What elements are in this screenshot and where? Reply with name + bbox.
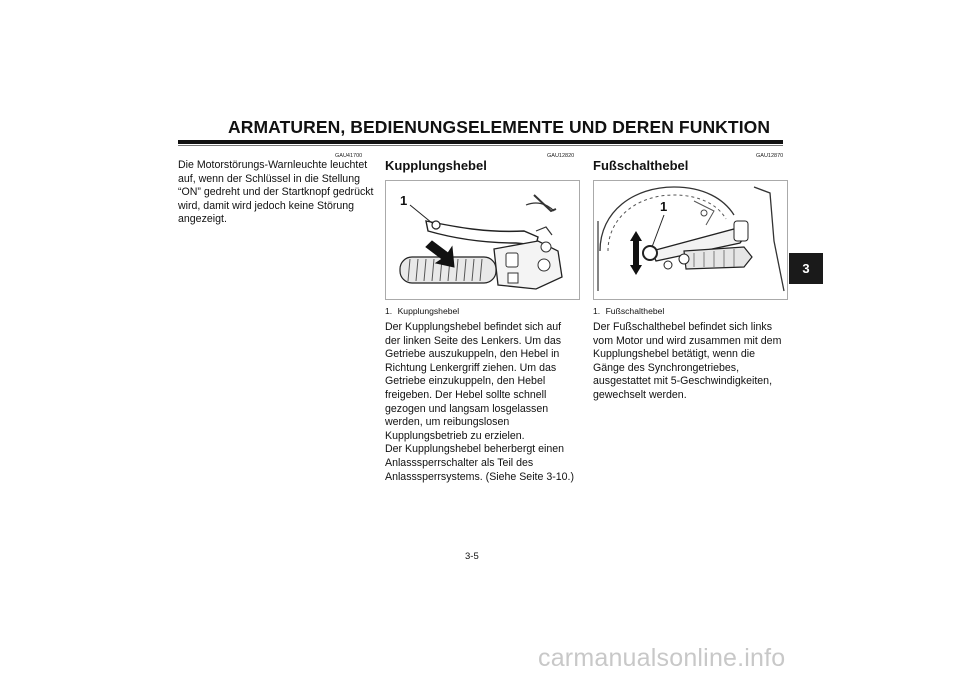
shift-caption-number: 1. [593,306,601,316]
section-code: GAU41700 [335,153,363,159]
title-rule [178,140,783,144]
clutch-heading: Kupplungshebel [385,158,487,173]
clutch-lever-illustration [386,181,579,299]
clutch-caption [385,306,459,316]
clutch-paragraph [385,321,577,484]
page-title: ARMATUREN, BEDIENUNGSELEMENTE UND DEREN FUNKTION [228,117,771,137]
watermark: carmanualsonline.info [538,644,786,672]
shift-paragraph: Der Fußschalthebel befindet sich links vom Motor und wird zusammen mit dem Kupplungshebel betätigt, wenn die Gänge des Synchrongetriebes, ausgestattet mit 5-Geschwindigkeiten, gewechselt werden. [593,321,782,401]
clutch-callout-number: 1 [400,193,408,208]
clutch-caption-label: Kupplungshebel [397,306,460,316]
shift-callout-number: 1 [660,199,668,214]
chapter-tab: 3 [789,253,823,284]
clutch-section-code: GAU12820 [547,153,575,159]
clutch-lever-figure [385,180,580,300]
shift-caption [593,306,664,316]
shift-lever-figure [593,180,788,300]
shift-lever-illustration [594,181,787,299]
shift-caption-label: Fußschalthebel [605,306,665,316]
title-rule-thin [178,145,783,146]
clutch-text: Der Kupplungshebel befindet sich auf der linken Seite des Lenkers. Um das Getriebe auszukuppeln, den Hebel in Richtung Lenkergriff ziehen. Um das Getriebe einzukuppeln, den Hebel freigeben. Der Hebel sollte schnell gezogen und langsam losgelassen werden, um reibungslosen Kupplungsbetrieb zu erzielen. [385,321,562,442]
shift-heading: Fußschalthebel [593,158,689,173]
shift-section-code: GAU12870 [756,153,784,159]
warning-light-paragraph: Die Motorstörungs-Warnleuchte leuchtet auf, wenn der Schlüssel in die Stellung “ON” gedreht und der Startknopf gedrückt wird, damit wird jedoch keine Störung angezeigt. [178,159,374,226]
clutch-caption-number: 1. [385,306,393,316]
clutch-text-2: Der Kupplungshebel beherbergt einen Anlasssperrschalter als Teil des Anlasssperrsystems. (Siehe Seite 3-10.) [385,443,574,483]
page-number: 3-5 [465,551,479,562]
